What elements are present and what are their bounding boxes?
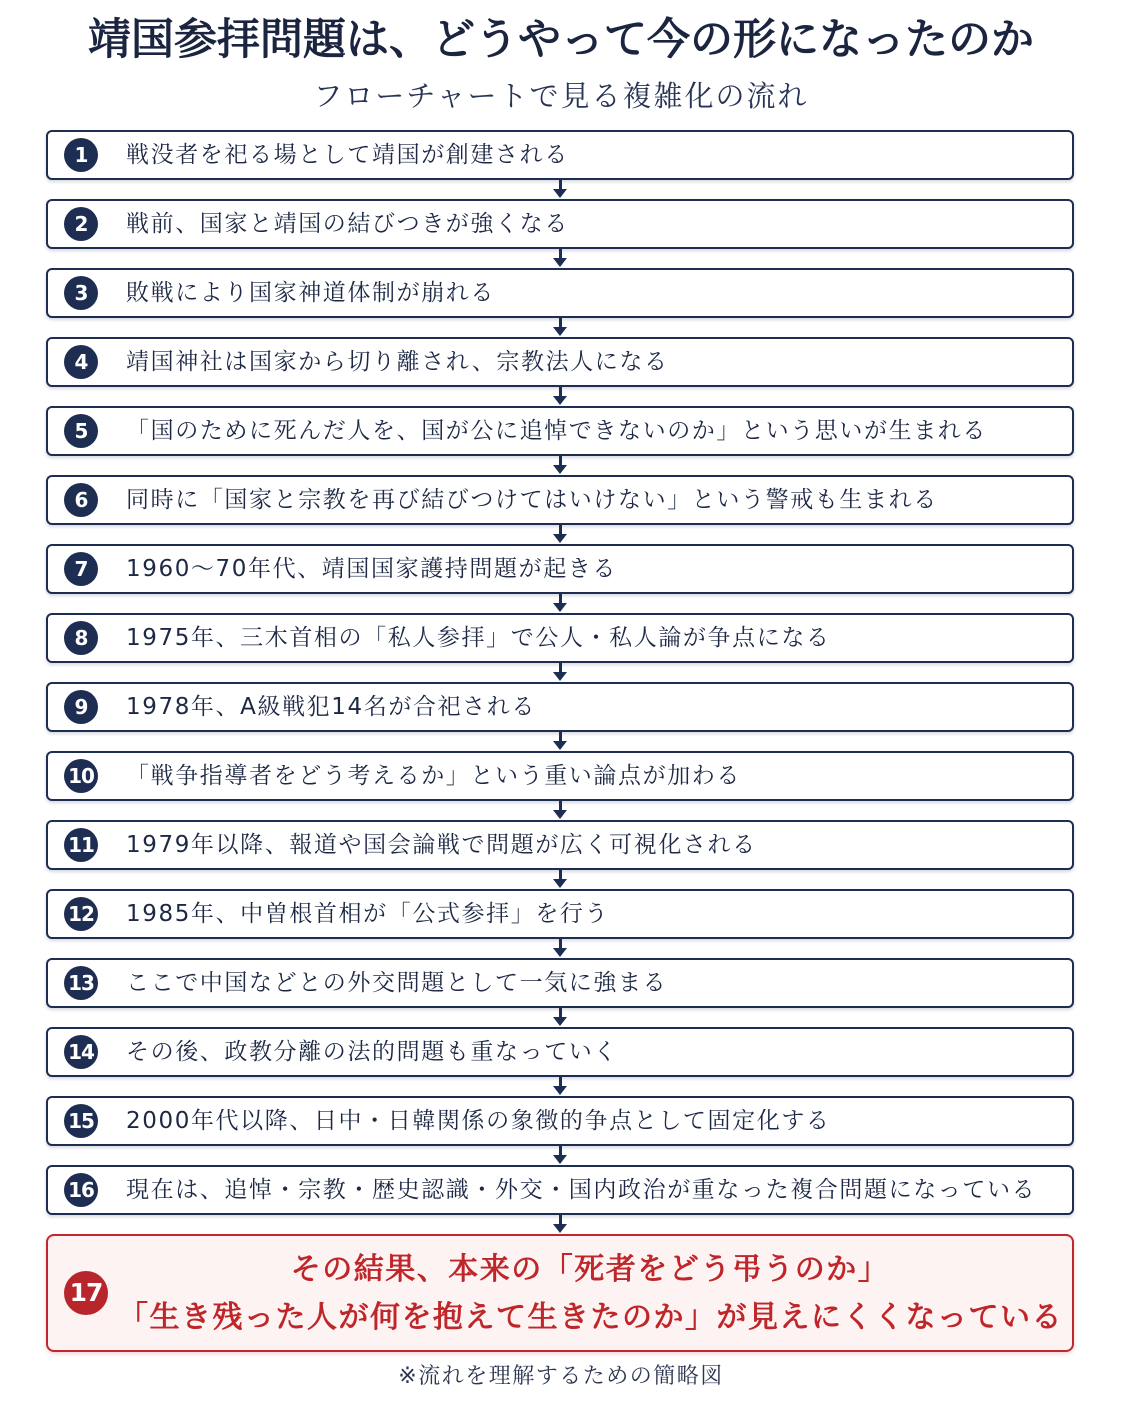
down-arrow-icon xyxy=(46,939,1074,958)
step-text: 1978年、A級戦犯14名が合祀される xyxy=(126,694,536,720)
down-arrow-icon xyxy=(46,1008,1074,1027)
step-number-badge: 3 xyxy=(64,276,98,310)
step-text: 2000年代以降、日中・日韓関係の象徴的争点として固定化する xyxy=(126,1108,831,1134)
step-number-badge: 4 xyxy=(64,345,98,379)
down-arrow-icon xyxy=(46,525,1074,544)
down-arrow-icon xyxy=(46,249,1074,268)
step-number-badge: 2 xyxy=(64,207,98,241)
page-subtitle: フローチャートで見る複雑化の流れ xyxy=(313,79,809,113)
step-number-badge: 9 xyxy=(64,690,98,724)
step-number-badge: 11 xyxy=(64,828,98,862)
step-text: 1975年、三木首相の「私人参拝」で公人・私人論が争点になる xyxy=(126,625,831,651)
flow-step xyxy=(46,682,1074,732)
down-arrow-icon xyxy=(46,870,1074,889)
flow-step xyxy=(46,130,1074,180)
flowchart xyxy=(46,130,1074,1352)
conclusion-box xyxy=(46,1234,1074,1352)
step-number-badge: 10 xyxy=(64,759,98,793)
step-text: 1979年以降、報道や国会論戦で問題が広く可視化される xyxy=(126,832,757,858)
conclusion-line-1: その結果、本来の「死者をどう弔うのか」 xyxy=(290,1252,890,1287)
conclusion-line-2: 「生き残った人が何を抱えて生きたのか」が見えにくくなっている xyxy=(118,1300,1063,1335)
step-number-badge: 12 xyxy=(64,897,98,931)
step-number-badge: 8 xyxy=(64,621,98,655)
step-number-badge: 14 xyxy=(64,1035,98,1069)
down-arrow-icon xyxy=(46,663,1074,682)
flow-step xyxy=(46,337,1074,387)
step-text: 敗戦により国家神道体制が崩れる xyxy=(126,280,495,306)
step-text: 1960〜70年代、靖国国家護持問題が起きる xyxy=(126,556,617,582)
down-arrow-icon xyxy=(46,732,1074,751)
down-arrow-icon xyxy=(46,801,1074,820)
down-arrow-icon xyxy=(46,387,1074,406)
step-number-badge: 7 xyxy=(64,552,98,586)
step-number-badge: 6 xyxy=(64,483,98,517)
flow-step xyxy=(46,820,1074,870)
down-arrow-icon xyxy=(46,180,1074,199)
step-number-badge: 13 xyxy=(64,966,98,1000)
flow-step xyxy=(46,406,1074,456)
flow-step xyxy=(46,613,1074,663)
down-arrow-icon xyxy=(46,1077,1074,1096)
flow-step xyxy=(46,1165,1074,1215)
step-text: 1985年、中曽根首相が「公式参拝」を行う xyxy=(126,901,610,927)
step-number-badge: 16 xyxy=(64,1173,98,1207)
step-text: ここで中国などとの外交問題として一気に強まる xyxy=(126,970,668,996)
down-arrow-icon xyxy=(46,1146,1074,1165)
flow-step xyxy=(46,544,1074,594)
down-arrow-icon xyxy=(46,1215,1074,1234)
down-arrow-icon xyxy=(46,594,1074,613)
step-text: 「国のために死んだ人を、国が公に追悼できないのか」という思いが生まれる xyxy=(126,418,987,444)
flow-step xyxy=(46,199,1074,249)
step-text: 現在は、追悼・宗教・歴史認識・外交・国内政治が重なった複合問題になっている xyxy=(126,1177,1037,1203)
footer-note: ※流れを理解するための簡略図 xyxy=(398,1364,724,1389)
flow-step xyxy=(46,1027,1074,1077)
flow-step xyxy=(46,475,1074,525)
flow-step xyxy=(46,958,1074,1008)
conclusion-number-badge: 17 xyxy=(64,1271,108,1315)
page-title: 靖国参拝問題は、どうやって今の形になったのか xyxy=(88,15,1034,65)
down-arrow-icon xyxy=(46,318,1074,337)
step-text: 戦前、国家と靖国の結びつきが強くなる xyxy=(126,211,569,237)
step-text: 戦没者を祀る場として靖国が創建される xyxy=(126,142,569,168)
flow-step xyxy=(46,268,1074,318)
step-number-badge: 15 xyxy=(64,1104,98,1138)
step-text: 「戦争指導者をどう考えるか」という重い論点が加わる xyxy=(126,763,741,789)
flow-step xyxy=(46,751,1074,801)
flow-step xyxy=(46,1096,1074,1146)
step-text: その後、政教分離の法的問題も重なっていく xyxy=(126,1039,618,1065)
flow-step xyxy=(46,889,1074,939)
step-text: 同時に「国家と宗教を再び結びつけてはいけない」という警戒も生まれる xyxy=(126,487,938,513)
step-text: 靖国神社は国家から切り離され、宗教法人になる xyxy=(126,349,669,375)
step-number-badge: 5 xyxy=(64,414,98,448)
step-number-badge: 1 xyxy=(64,138,98,172)
down-arrow-icon xyxy=(46,456,1074,475)
